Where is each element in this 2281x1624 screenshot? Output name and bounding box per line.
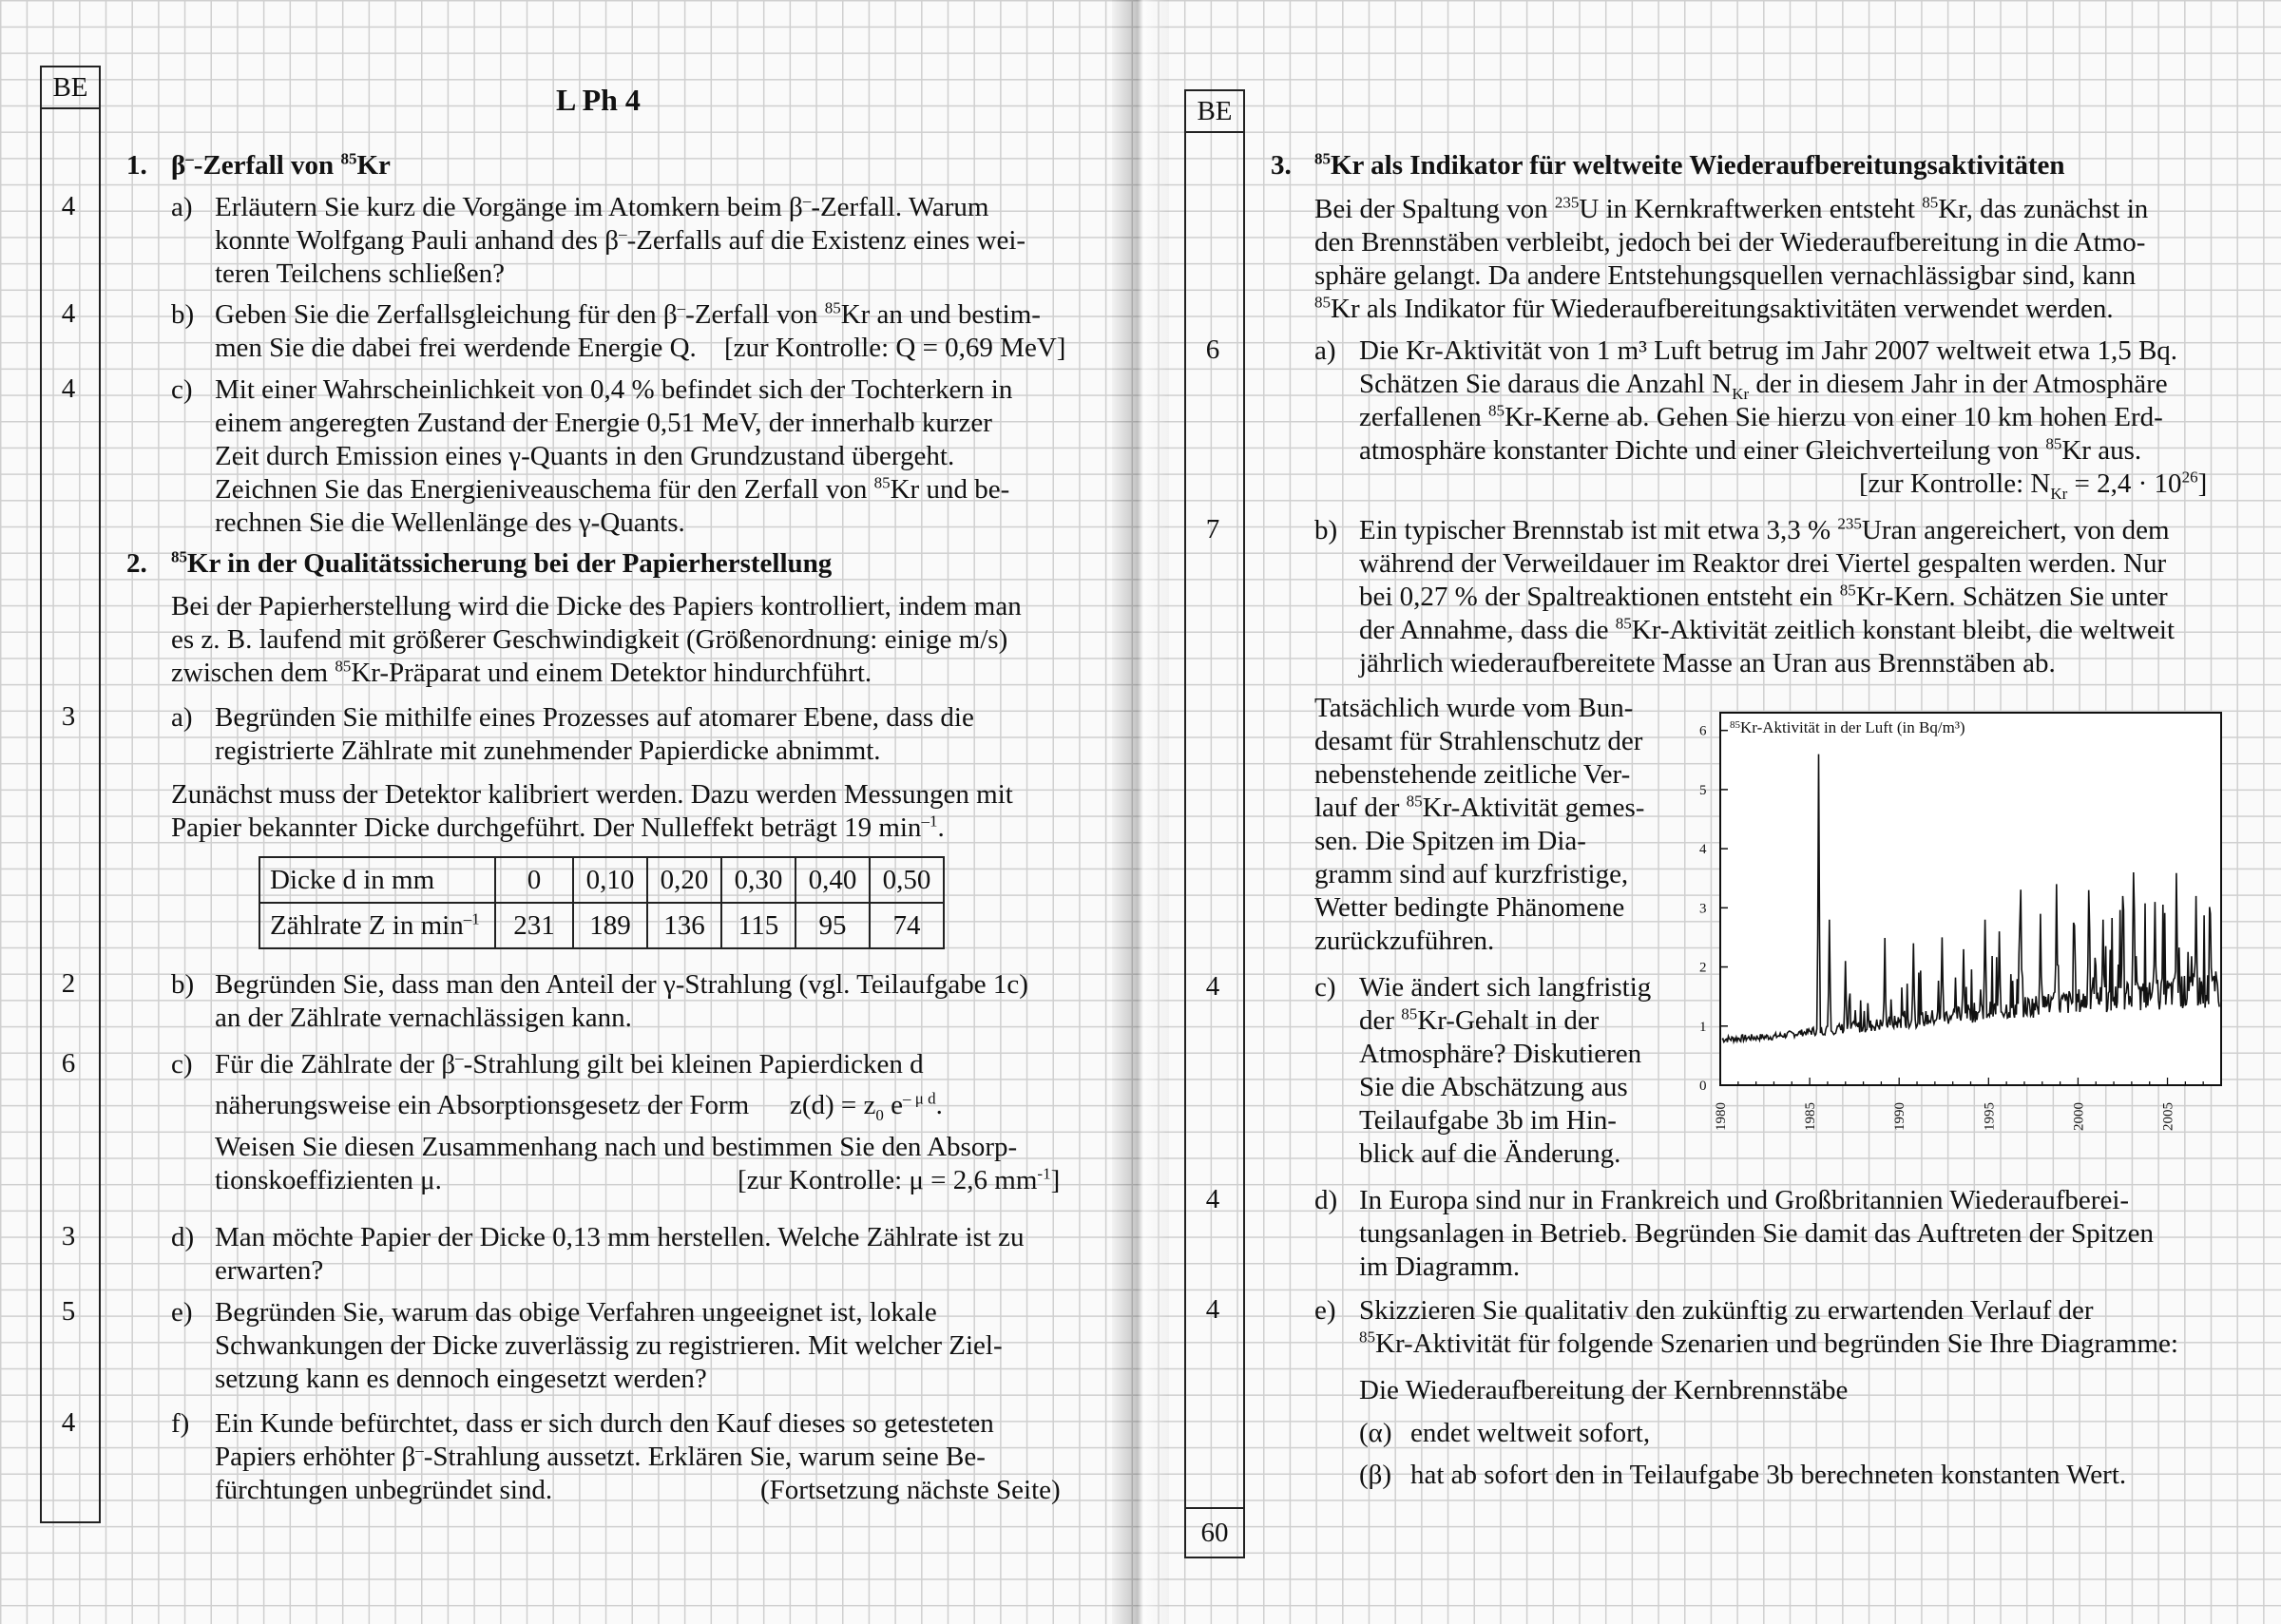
q3-intro-1: Bei der Spaltung von $^{235}$U in Kernkraftwerken entsteht $^{85}$Kr, das zunächst in: [1314, 193, 2149, 224]
points-3e: 4: [1205, 1294, 1220, 1325]
points-2a: 3: [61, 701, 76, 732]
q2c-check: [zur Kontrolle: μ = 2,6 $mm^{-1}$]: [738, 1164, 1061, 1195]
q3a-label: a): [1314, 335, 1336, 366]
q3e-line-3: Die Wiederaufbereitung der Kernbrennstäbe: [1359, 1375, 1849, 1405]
chart-svg: [1673, 708, 2224, 1145]
table-row: [259, 903, 944, 948]
q2e-line-2: Schwankungen der Dicke zuverlässig zu registrieren. Mit welcher Ziel-: [215, 1330, 1003, 1361]
q3e-line-2: $^{85}$Kr-Aktivität für folgende Szenarien und begründen Sie Ihre Diagramme:: [1359, 1328, 2178, 1359]
points-1b: 4: [61, 298, 76, 329]
q3b-line-4: der Annahme, dass die $^{85}$Kr-Aktivität zeitlich konstant bleibt, die weltweit: [1359, 614, 2176, 645]
chart-y-tick-label: 2: [1699, 960, 1707, 976]
chart-y-tick-label: 6: [1699, 723, 1707, 739]
table-cell: 0: [495, 857, 573, 903]
q3e-label: e): [1314, 1295, 1336, 1326]
points-2f: 4: [61, 1407, 76, 1438]
q1a-label: a): [171, 192, 193, 222]
q1c-line-1: Mit einer Wahrscheinlichkeit von 0,4 % befindet sich der Tochterkern in: [215, 374, 1013, 405]
chart-plot-area: [1720, 713, 2221, 1085]
q2d-line-2: erwarten?: [215, 1255, 324, 1286]
q3-side-2: desamt für Strahlenschutz der: [1314, 726, 1643, 756]
q2d-line-1: Man möchte Papier der Dicke 0,13 mm herstellen. Welche Zählrate ist zu: [215, 1222, 1025, 1252]
q3a-line-2: Schätzen Sie daraus die Anzahl $N_{Kr}$ der in diesem Jahr in der Atmosphäre: [1359, 369, 2168, 403]
q2e-line-1: Begründen Sie, warum das obige Verfahren ungeeignet ist, lokale: [215, 1297, 937, 1328]
q3b-line-3: bei 0,27 % der Spaltreaktionen entsteht ein $^{85}$Kr-Kern. Schätzen Sie unter: [1359, 581, 2168, 612]
points-3c: 4: [1205, 971, 1220, 1002]
q3b-line-1: Ein typischer Brennstab ist mit etwa 3,3 % $^{235}$Uran angereichert, von dem: [1359, 514, 2170, 545]
q2f-line-1: Ein Kunde befürchtet, dass er sich durch den Kauf dieses so getesteten: [215, 1408, 994, 1439]
measurement-table: [259, 856, 945, 949]
q1-heading: β–-Zerfall von $^{85}$Kr: [171, 149, 391, 181]
q3-intro-3: sphäre gelangt. Da andere Entstehungsquellen vernachlässigbar sind, kann: [1314, 260, 2137, 291]
points-1a: 4: [61, 191, 76, 221]
be-header-right: BE: [1186, 91, 1243, 133]
table-cell: 0,40: [795, 857, 870, 903]
q3c-line-2: der $^{85}$Kr-Gehalt in der: [1359, 1004, 1600, 1036]
points-2c: 6: [61, 1048, 76, 1079]
q3d-label: d): [1314, 1185, 1338, 1215]
kr85-activity-chart: [1673, 708, 2224, 1145]
q2e-line-3: setzung kann es dennoch eingesetzt werden?: [215, 1364, 707, 1394]
q3-side-7: Wetter bedingte Phänomene: [1314, 892, 1625, 923]
q2f-label: f): [171, 1408, 190, 1439]
chart-y-tick-label: 1: [1699, 1019, 1707, 1035]
points-3a: 6: [1205, 334, 1220, 365]
q2-intro-1: Bei der Papierherstellung wird die Dicke des Papiers kontrolliert, indem man: [171, 591, 1022, 621]
page-gutter: [1112, 0, 1169, 1624]
chart-x-tick-label: 2000: [2071, 1102, 2087, 1131]
q1c-line-2: einem angeregten Zustand der Energie 0,51 MeV, der innerhalb kurzer: [215, 408, 992, 438]
q1b-line-2: men Sie die dabei frei werdende Energie Q.: [215, 333, 697, 363]
q2a-label: a): [171, 702, 193, 733]
table-cell: 0,50: [870, 857, 944, 903]
q2-number: 2.: [126, 548, 147, 579]
q2c-line-3: Weisen Sie diesen Zusammenhang nach und bestimmen Sie den Absorp-: [215, 1132, 1018, 1162]
q3-side-5: sen. Die Spitzen im Dia-: [1314, 826, 1586, 856]
q2-intro-2: es z. B. laufend mit größerer Geschwindigkeit (Größenordnung: einige m/s): [171, 624, 1008, 655]
table-cell: 95: [795, 903, 870, 948]
points-2e: 5: [61, 1296, 76, 1327]
q3e-alpha-text: endet weltweit sofort,: [1410, 1418, 1651, 1448]
q2f-line-3: fürchtungen unbegründet sind.: [215, 1475, 553, 1505]
q3-number: 3.: [1271, 150, 1292, 181]
chart-x-tick-label: 2005: [2160, 1102, 2176, 1131]
chart-y-tick-label: 3: [1699, 901, 1707, 917]
q1c-line-4: Zeichnen Sie das Energieniveauschema für den Zerfall von $^{85}$Kr und be-: [215, 473, 1010, 505]
chart-y-tick-label: 0: [1699, 1079, 1707, 1094]
q1a-line-1: Erläutern Sie kurz die Vorgänge im Atomkern beim β–-Zerfall. Warum: [215, 191, 989, 222]
page-title: L Ph 4: [556, 83, 641, 117]
q3c-line-3: Atmosphäre? Diskutieren: [1359, 1039, 1642, 1069]
table-cell: 231: [495, 903, 573, 948]
table-cell: 74: [870, 903, 944, 948]
points-3d: 4: [1205, 1184, 1220, 1214]
q2f-line-2: Papiers erhöhter β–-Strahlung aussetzt. Erklären Sie, warum seine Be-: [215, 1441, 986, 1472]
q3b-line-5: jährlich wiederaufbereitete Masse an Uran aus Brennstäben ab.: [1359, 648, 2056, 678]
q1c-line-3: Zeit durch Emission eines γ-Quants in den Grundzustand übergeht.: [215, 441, 955, 471]
table-cell: 0,30: [721, 857, 795, 903]
q3-side-4: lauf der $^{85}$Kr-Aktivität gemes-: [1314, 792, 1645, 823]
q1a-line-2: konnte Wolfgang Pauli anhand des β–-Zerfalls auf die Existenz eines wei-: [215, 224, 1026, 256]
q2c-line-4: tionskoeffizienten μ.: [215, 1165, 442, 1195]
q3d-line-2: tungsanlagen in Betrieb. Begründen Sie damit das Auftreten der Spitzen: [1359, 1218, 2154, 1249]
q3-heading: $^{85}$Kr als Indikator für weltweite Wiederaufbereitungsaktivitäten: [1314, 149, 2065, 181]
table-cell: 136: [647, 903, 721, 948]
q3e-beta-text: hat ab sofort den in Teilaufgabe 3b berechneten konstanten Wert.: [1410, 1460, 2127, 1490]
q2-intro-3: zwischen dem $^{85}$Kr-Präparat und einem Detektor hindurchführt.: [171, 657, 872, 688]
q1b-line-1: Geben Sie die Zerfallsgleichung für den β–-Zerfall von $^{85}$Kr an und bestim-: [215, 298, 1041, 330]
q3d-line-3: im Diagramm.: [1359, 1251, 1521, 1282]
table-cell: 115: [721, 903, 795, 948]
q2-calib-2: Papier bekannter Dicke durchgeführt. Der Nulleffekt beträgt 19 $\min^{-1}$.: [171, 812, 945, 843]
q2d-label: d): [171, 1222, 195, 1252]
q2-heading: $^{85}$Kr in der Qualitätssicherung bei der Papierherstellung: [171, 547, 833, 579]
q3b-line-2: während der Verweildauer im Reaktor drei Viertel gespalten werden. Nur: [1359, 548, 2167, 579]
q2a-line-2: registrierte Zählrate mit zunehmender Papierdicke abnimmt.: [215, 736, 881, 766]
chart-x-tick-label: 1980: [1714, 1102, 1729, 1131]
q3-side-6: gramm sind auf kurzfristige,: [1314, 859, 1629, 889]
q1-number: 1.: [126, 150, 147, 181]
q3c-line-1: Wie ändert sich langfristig: [1359, 972, 1652, 1003]
q3a-line-1: Die Kr-Aktivität von 1 m³ Luft betrug im Jahr 2007 weltweit etwa 1,5 Bq.: [1359, 335, 2178, 366]
q2e-label: e): [171, 1297, 193, 1328]
chart-x-tick-label: 1985: [1803, 1102, 1819, 1131]
table-row: [259, 857, 944, 903]
be-column-right: [1184, 89, 1245, 1558]
q3-side-3: nebenstehende zeitliche Ver-: [1314, 759, 1631, 790]
q3b-label: b): [1314, 515, 1338, 545]
points-3b: 7: [1205, 514, 1220, 545]
chart-title-sup: 85: [1730, 719, 1740, 731]
q1c-label: c): [171, 374, 193, 405]
q3a-line-4: atmosphäre konstanter Dichte und einer Gleichverteilung von $^{85}$Kr aus.: [1359, 434, 2142, 466]
table-row-label-rate: Zählrate Z in $\min^{-1}$: [259, 903, 495, 948]
q1c-line-5: rechnen Sie die Wellenlänge des γ-Quants.: [215, 507, 685, 538]
q3-intro-4: $^{85}$Kr als Indikator für Wiederaufbereitungsaktivitäten verwendet werden.: [1314, 293, 2114, 324]
q3-side-8: zurückzuführen.: [1314, 926, 1495, 956]
be-total: 60: [1186, 1507, 1243, 1557]
q2a-line-1: Begründen Sie mithilfe eines Prozesses auf atomarer Ebene, dass die: [215, 702, 974, 733]
q1a-line-3: teren Teilchens schließen?: [215, 258, 506, 289]
q3a-check: [zur Kontrolle: $N_{Kr} = 2,4 \cdot 10^{26}$]: [1859, 468, 2208, 503]
chart-y-tick-label: 5: [1699, 782, 1707, 798]
q2b-line-2: an der Zählrate vernachlässigen kann.: [215, 1003, 632, 1033]
points-1c: 4: [61, 373, 76, 404]
table-cell: 0,10: [573, 857, 647, 903]
q2c-line-2: näherungsweise ein Absorptionsgesetz der Form: [215, 1090, 750, 1120]
chart-x-tick-label: 1990: [1892, 1102, 1908, 1131]
points-2b: 2: [61, 968, 76, 999]
q3c-line-6: blick auf die Änderung.: [1359, 1138, 1621, 1169]
chart-title: [1730, 718, 1965, 736]
table-cell: 0,20: [647, 857, 721, 903]
q3e-alpha-label: (α): [1359, 1418, 1392, 1448]
continuation-note: (Fortsetzung nächste Seite): [760, 1475, 1061, 1505]
table-row-label-thickness: Dicke d in mm: [259, 857, 495, 903]
chart-title-text: Kr-Aktivität in der Luft (in Bq/m³): [1740, 718, 1965, 736]
absorption-formula: $z(d) = z_0$ $e^{- \mu d}$.: [790, 1089, 943, 1124]
points-2d: 3: [61, 1221, 76, 1251]
q3c-line-5: Teilaufgabe 3b im Hin-: [1359, 1105, 1617, 1136]
q2c-line-1: Für die Zählrate der β–-Strahlung gilt bei kleinen Papierdicken d: [215, 1048, 924, 1079]
chart-y-tick-label: 4: [1699, 842, 1707, 858]
be-header-left: BE: [42, 67, 99, 109]
q1b-label: b): [171, 299, 195, 330]
q2b-label: b): [171, 969, 195, 1000]
table-cell: 189: [573, 903, 647, 948]
q3-intro-2: den Brennstäben verbleibt, jedoch bei der Wiederaufbereitung in die Atmo-: [1314, 227, 2146, 258]
q2-calib-1: Zunächst muss der Detektor kalibriert werden. Dazu werden Messungen mit: [171, 779, 1013, 810]
q2b-line-1: Begründen Sie, dass man den Anteil der γ-Strahlung (vgl. Teilaufgabe 1c): [215, 969, 1028, 1000]
q3a-line-3: zerfallenen $^{85}$Kr-Kerne ab. Gehen Sie hierzu von einer 10 km hohen Erd-: [1359, 401, 2163, 432]
q3d-line-1: In Europa sind nur in Frankreich und Großbritannien Wiederaufberei-: [1359, 1185, 2130, 1215]
q3e-line-1: Skizzieren Sie qualitativ den zukünftig zu erwartenden Verlauf der: [1359, 1295, 2094, 1326]
q1b-check: [zur Kontrolle: Q = 0,69 MeV]: [724, 333, 1066, 363]
q2c-label: c): [171, 1049, 193, 1079]
q3-side-1: Tatsächlich wurde vom Bun-: [1314, 693, 1634, 723]
q3c-line-4: Sie die Abschätzung aus: [1359, 1072, 1628, 1102]
q3c-label: c): [1314, 972, 1336, 1003]
chart-x-tick-label: 1995: [1982, 1102, 1998, 1131]
q3e-beta-label: (β): [1359, 1460, 1392, 1490]
